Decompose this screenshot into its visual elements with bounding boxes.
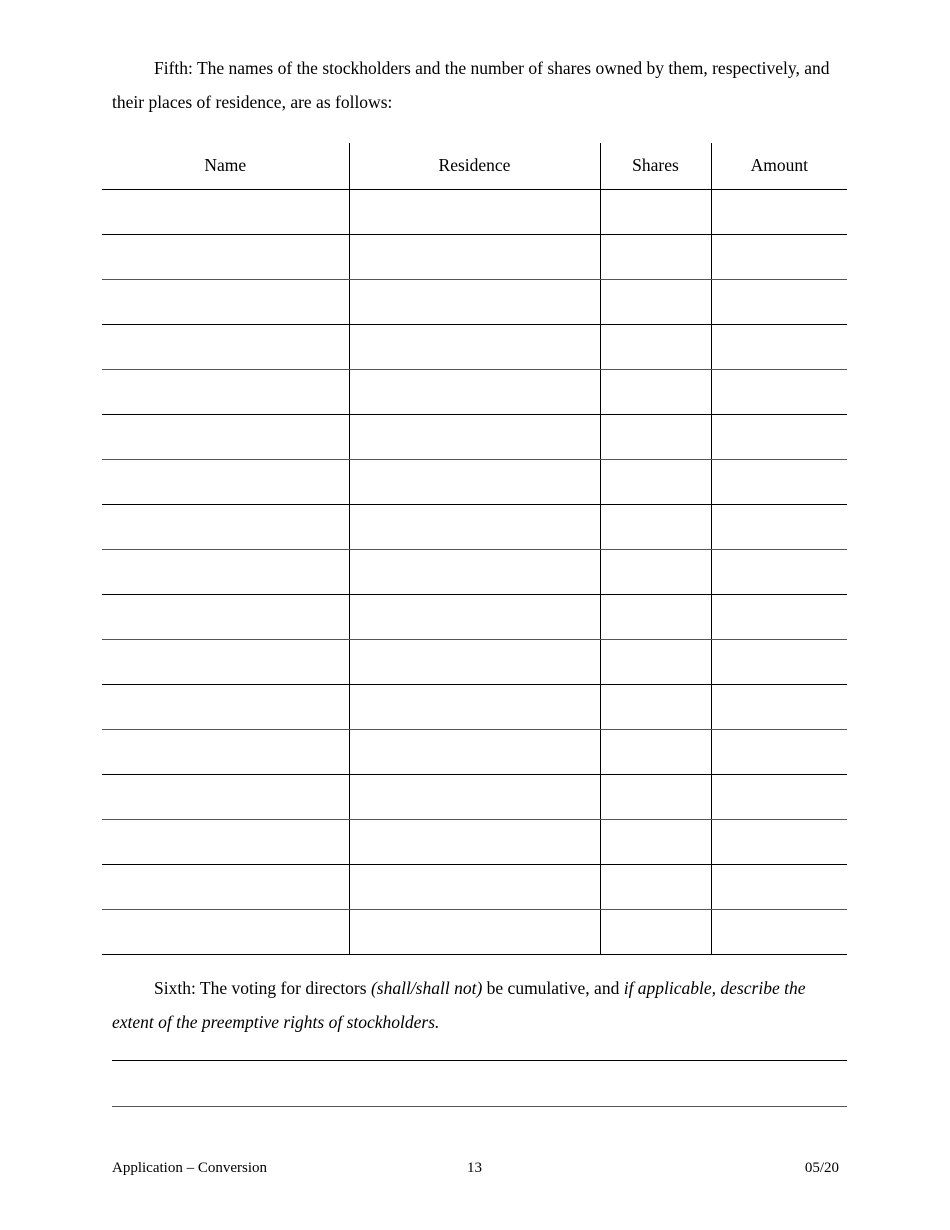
table-row <box>102 280 847 325</box>
cell-shares[interactable] <box>600 820 711 865</box>
cell-name[interactable] <box>102 910 349 955</box>
cell-residence[interactable] <box>349 910 600 955</box>
sixth-lead: Sixth: The voting for directors <box>154 978 371 998</box>
table-body <box>102 190 847 955</box>
header-amount: Amount <box>711 143 847 190</box>
cell-residence[interactable] <box>349 415 600 460</box>
cell-name[interactable] <box>102 550 349 595</box>
cell-amount[interactable] <box>711 505 847 550</box>
answer-line[interactable] <box>112 1106 847 1107</box>
table-row <box>102 820 847 865</box>
cell-name[interactable] <box>102 460 349 505</box>
cell-residence[interactable] <box>349 865 600 910</box>
cell-amount[interactable] <box>711 685 847 730</box>
cell-residence[interactable] <box>349 595 600 640</box>
footer-date: 05/20 <box>804 1160 839 1176</box>
cell-shares[interactable] <box>600 865 711 910</box>
cell-name[interactable] <box>102 730 349 775</box>
answer-line[interactable] <box>112 1060 847 1061</box>
cell-name[interactable] <box>102 370 349 415</box>
cell-residence[interactable] <box>349 505 600 550</box>
table-row <box>102 190 847 235</box>
cell-name[interactable] <box>102 820 349 865</box>
table-row <box>102 370 847 415</box>
cell-amount[interactable] <box>711 640 847 685</box>
table-row <box>102 595 847 640</box>
cell-shares[interactable] <box>600 235 711 280</box>
table-row <box>102 685 847 730</box>
cell-amount[interactable] <box>711 235 847 280</box>
cell-shares[interactable] <box>600 595 711 640</box>
cell-residence[interactable] <box>349 235 600 280</box>
table-row <box>102 865 847 910</box>
sixth-instruction: if applicable, describe the extent of the preemptive rights of stockholders. <box>112 978 806 1032</box>
cell-amount[interactable] <box>711 370 847 415</box>
cell-shares[interactable] <box>600 370 711 415</box>
table-header-row <box>102 143 847 190</box>
cell-amount[interactable] <box>711 550 847 595</box>
cell-amount[interactable] <box>711 820 847 865</box>
cell-amount[interactable] <box>711 190 847 235</box>
cell-amount[interactable] <box>711 460 847 505</box>
table-row <box>102 325 847 370</box>
cell-residence[interactable] <box>349 370 600 415</box>
cell-residence[interactable] <box>349 820 600 865</box>
cell-name[interactable] <box>102 640 349 685</box>
cell-amount[interactable] <box>711 595 847 640</box>
fifth-text: Fifth: The names of the stockholders and the number of shares owned by them, respectively, and their places of residence, are as follows: <box>112 58 830 112</box>
table-row <box>102 550 847 595</box>
table-row <box>102 775 847 820</box>
fifth-paragraph <box>112 51 840 119</box>
table-row <box>102 730 847 775</box>
cell-name[interactable] <box>102 865 349 910</box>
cell-shares[interactable] <box>600 190 711 235</box>
table-row <box>102 415 847 460</box>
cell-amount[interactable] <box>711 730 847 775</box>
header-shares: Shares <box>600 143 711 190</box>
cell-shares[interactable] <box>600 730 711 775</box>
stockholders-table <box>102 143 847 955</box>
cell-shares[interactable] <box>600 415 711 460</box>
cell-shares[interactable] <box>600 505 711 550</box>
cell-residence[interactable] <box>349 325 600 370</box>
cell-shares[interactable] <box>600 280 711 325</box>
sixth-paragraph <box>112 971 840 1039</box>
cell-amount[interactable] <box>711 325 847 370</box>
cell-shares[interactable] <box>600 325 711 370</box>
cell-name[interactable] <box>102 775 349 820</box>
cell-amount[interactable] <box>711 865 847 910</box>
cell-residence[interactable] <box>349 190 600 235</box>
table-row <box>102 460 847 505</box>
cell-residence[interactable] <box>349 280 600 325</box>
cell-residence[interactable] <box>349 550 600 595</box>
cell-amount[interactable] <box>711 910 847 955</box>
cell-name[interactable] <box>102 685 349 730</box>
footer-form-name: Application – Conversion <box>112 1160 267 1176</box>
cell-shares[interactable] <box>600 460 711 505</box>
cell-name[interactable] <box>102 595 349 640</box>
table-row <box>102 910 847 955</box>
footer-page-number: 13 <box>467 1160 482 1176</box>
header-name: Name <box>102 143 349 190</box>
table-row <box>102 505 847 550</box>
cell-shares[interactable] <box>600 685 711 730</box>
cell-residence[interactable] <box>349 460 600 505</box>
cell-name[interactable] <box>102 190 349 235</box>
sixth-choice: (shall/shall not) <box>370 978 483 998</box>
cell-shares[interactable] <box>600 910 711 955</box>
sixth-middle: be cumulative, and <box>482 978 624 998</box>
cell-residence[interactable] <box>349 775 600 820</box>
cell-name[interactable] <box>102 235 349 280</box>
cell-residence[interactable] <box>349 730 600 775</box>
cell-shares[interactable] <box>600 775 711 820</box>
cell-amount[interactable] <box>711 775 847 820</box>
cell-shares[interactable] <box>600 640 711 685</box>
cell-name[interactable] <box>102 280 349 325</box>
cell-amount[interactable] <box>711 415 847 460</box>
table-row <box>102 235 847 280</box>
cell-shares[interactable] <box>600 550 711 595</box>
table-row <box>102 640 847 685</box>
cell-name[interactable] <box>102 325 349 370</box>
cell-residence[interactable] <box>349 640 600 685</box>
cell-residence[interactable] <box>349 685 600 730</box>
cell-name[interactable] <box>102 415 349 460</box>
header-residence: Residence <box>349 143 600 190</box>
cell-amount[interactable] <box>711 280 847 325</box>
cell-name[interactable] <box>102 505 349 550</box>
